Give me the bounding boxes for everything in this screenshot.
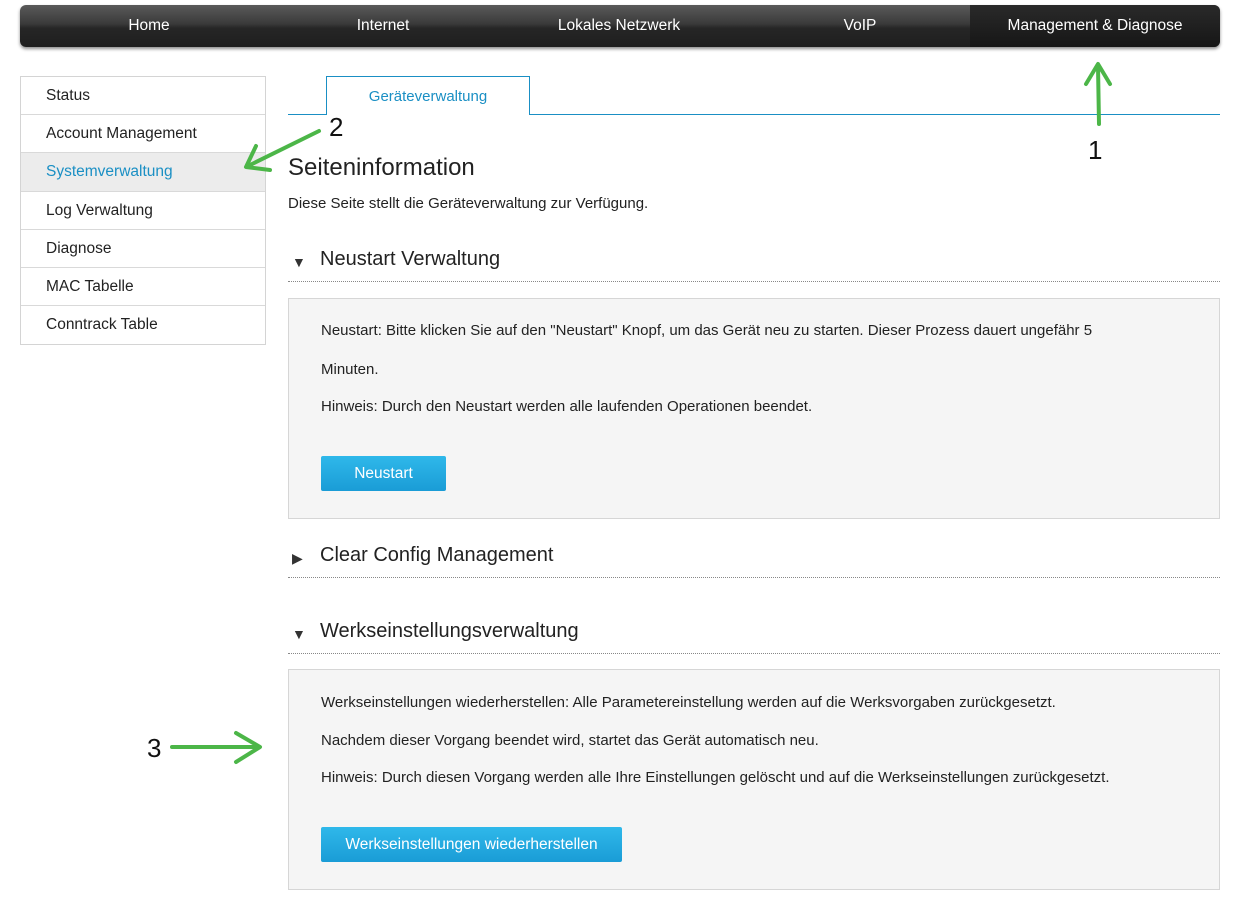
sidebar-item-systemverwaltung[interactable]: Systemverwaltung — [21, 153, 265, 191]
sidebar-item-mac-tabelle[interactable]: MAC Tabelle — [21, 268, 265, 306]
nav-management-diagnose[interactable]: Management & Diagnose — [970, 5, 1220, 47]
section-header-reboot[interactable] — [288, 248, 1220, 282]
page-title: Seiteninformation — [288, 154, 475, 181]
reboot-button[interactable]: Neustart — [321, 456, 446, 491]
tab-geraeteverwaltung[interactable]: Geräteverwaltung — [326, 76, 530, 115]
factory-reset-panel — [288, 669, 1220, 890]
sidebar-item-diagnose[interactable]: Diagnose — [21, 230, 265, 268]
triangle-down-icon: ▼ — [292, 626, 306, 642]
factory-text-line: Nachdem dieser Vorgang beendet wird, startet das Gerät automatisch neu. — [321, 732, 819, 749]
nav-internet[interactable]: Internet — [356, 17, 410, 34]
top-navigation — [20, 5, 1220, 47]
nav-voip[interactable]: VoIP — [843, 17, 877, 34]
page-description: Diese Seite stellt die Geräteverwaltung zur Verfügung. — [288, 195, 649, 212]
sidebar-item-account-management[interactable]: Account Management — [21, 115, 265, 153]
section-header-factory-reset[interactable] — [288, 620, 1220, 654]
annotation-arrow-1 — [1086, 64, 1110, 124]
reboot-text-line: Neustart: Bitte klicken Sie auf den "Neustart" Knopf, um das Gerät neu zu starten. Dieser Prozess dauert ungefähr 5 — [321, 322, 1093, 339]
triangle-right-icon: ▶ — [292, 550, 303, 566]
factory-text-line: Werkseinstellungen wiederherstellen: Alle Parametereinstellung werden auf die Werksvorgaben zurückgesetzt. — [321, 694, 1056, 711]
nav-home[interactable]: Home — [128, 17, 170, 34]
section-title: Clear Config Management — [320, 544, 554, 566]
factory-hint: Hinweis: Durch diesen Vorgang werden alle Ihre Einstellungen gelöscht und auf die Werkseinstellungen zurückgesetzt. — [321, 769, 1110, 786]
reboot-hint: Hinweis: Durch den Neustart werden alle laufenden Operationen beendet. — [321, 398, 813, 415]
annotation-arrow-3 — [172, 733, 260, 762]
sidebar-item-log-verwaltung[interactable]: Log Verwaltung — [21, 192, 265, 230]
annotation-number-3: 3 — [147, 733, 162, 763]
sidebar-item-conntrack-table[interactable]: Conntrack Table — [46, 316, 158, 334]
section-title: Werkseinstellungsverwaltung — [320, 620, 579, 642]
sidebar-item-status[interactable]: Status — [21, 77, 265, 115]
nav-lokales-netzwerk[interactable]: Lokales Netzwerk — [557, 17, 681, 34]
triangle-down-icon: ▼ — [292, 254, 306, 270]
reboot-panel — [288, 298, 1220, 519]
reboot-text-line: Minuten. — [321, 361, 379, 378]
annotation-number-2: 2 — [329, 112, 344, 142]
section-title: Neustart Verwaltung — [320, 248, 501, 270]
section-header-clear-config[interactable] — [288, 544, 1220, 578]
sidebar — [20, 76, 266, 345]
annotation-number-1: 1 — [1088, 135, 1103, 165]
factory-reset-button[interactable]: Werkseinstellungen wiederherstellen — [321, 827, 622, 862]
